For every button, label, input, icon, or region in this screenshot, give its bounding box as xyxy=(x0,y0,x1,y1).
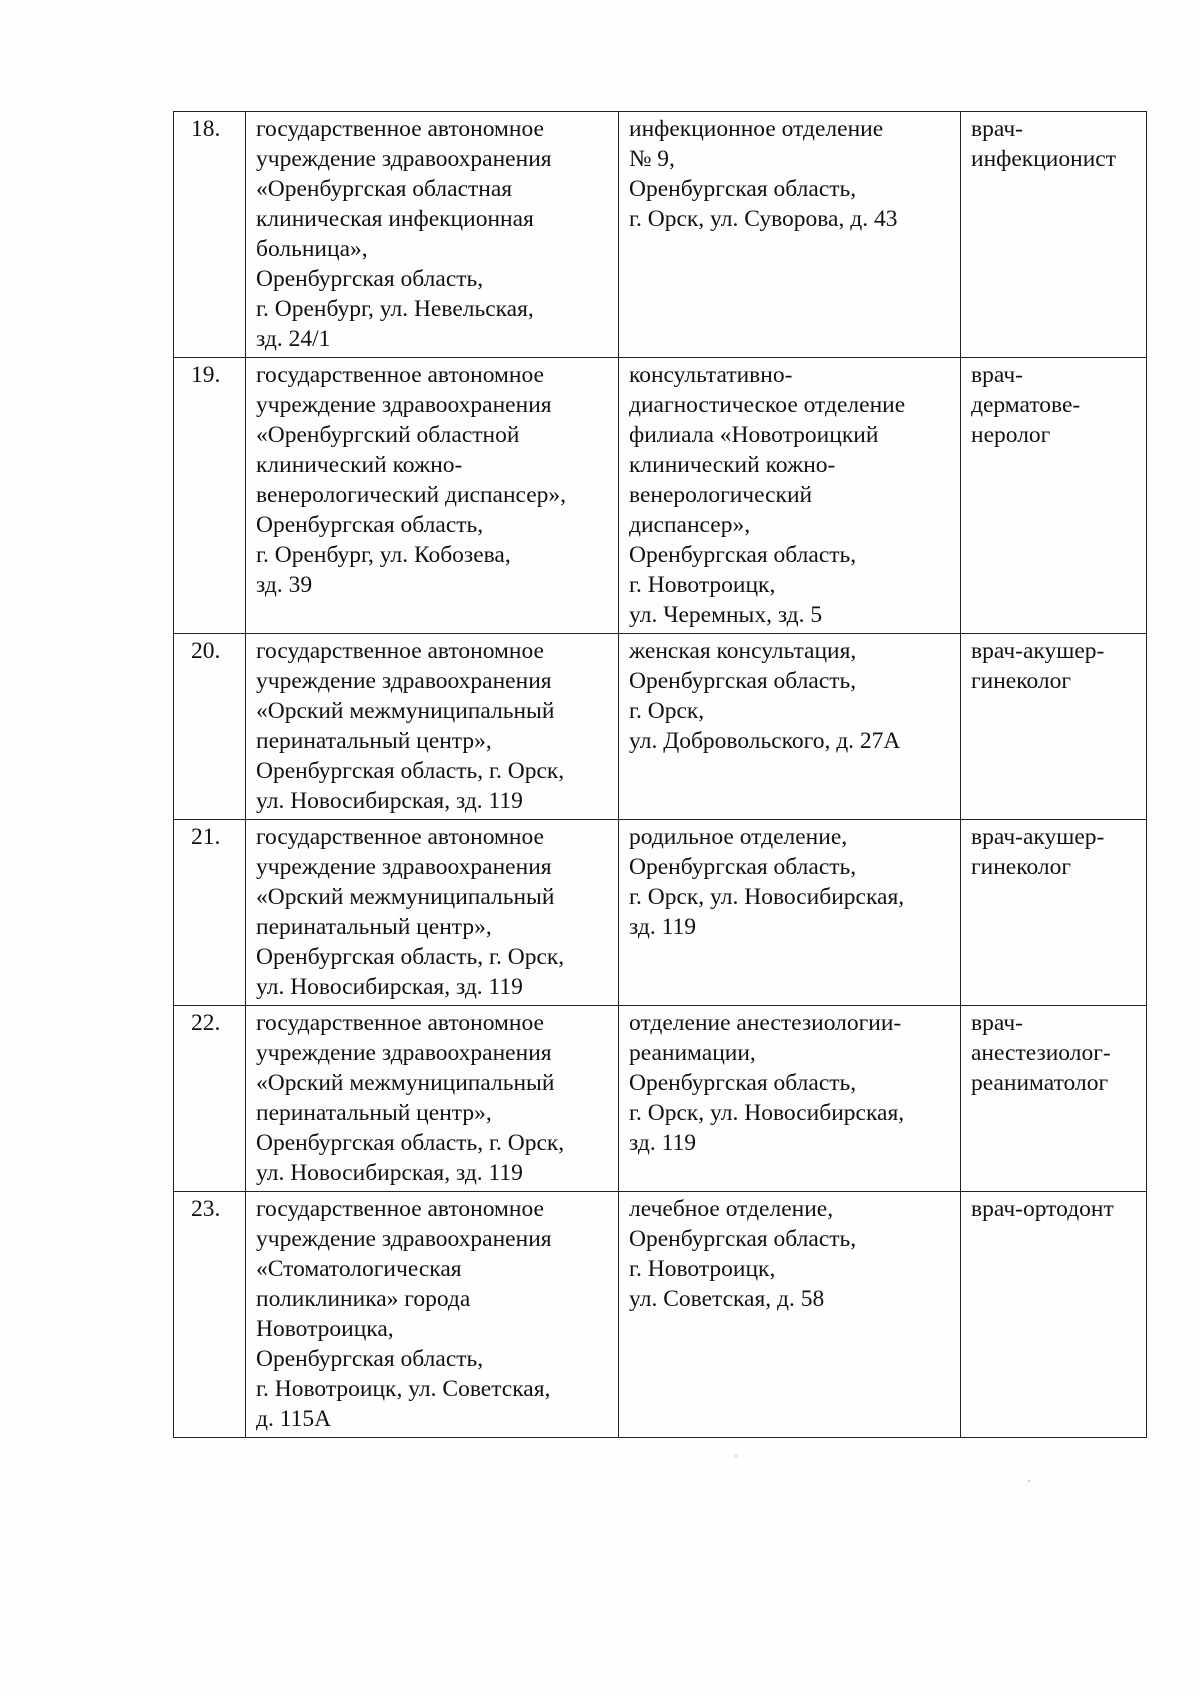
row-number-cell: 22. xyxy=(174,1006,246,1192)
specialty-cell: врач- дерматове- неролог xyxy=(961,358,1147,634)
institution-cell: государственное автономное учреждение здравоохранения «Орский межмуниципальный перинатальный центр», Оренбургская область, г. Орск, ул. Новосибирская, зд. 119 xyxy=(246,1006,619,1192)
specialty-cell: врач-акушер- гинеколог xyxy=(961,634,1147,820)
table-row xyxy=(174,820,1147,1006)
institution-cell: государственное автономное учреждение здравоохранения «Орский межмуниципальный перинатальный центр», Оренбургская область, г. Орск, ул. Новосибирская, зд. 119 xyxy=(246,634,619,820)
institution-cell: государственное автономное учреждение здравоохранения «Орский межмуниципальный перинатальный центр», Оренбургская область, г. Орск, ул. Новосибирская, зд. 119 xyxy=(246,820,619,1006)
scan-speck xyxy=(735,1455,737,1457)
department-cell: женская консультация, Оренбургская область, г. Орск, ул. Добровольского, д. 27А xyxy=(619,634,961,820)
specialty-cell: врач- инфекционист xyxy=(961,112,1147,358)
institution-cell: государственное автономное учреждение здравоохранения «Оренбургская областная клиническая инфекционная больница», Оренбургская область, г. Оренбург, ул. Невельская, зд. 24/1 xyxy=(246,112,619,358)
row-number-cell: 19. xyxy=(174,358,246,634)
department-cell: лечебное отделение, Оренбургская область, г. Новотроицк, ул. Советская, д. 58 xyxy=(619,1192,961,1438)
row-number-cell: 18. xyxy=(174,112,246,358)
specialty-cell: врач- анестезиолог- реаниматолог xyxy=(961,1006,1147,1192)
row-number-cell: 23. xyxy=(174,1192,246,1438)
department-cell: отделение анестезиологии- реанимации, Оренбургская область, г. Орск, ул. Новосибирская, зд. 119 xyxy=(619,1006,961,1192)
row-number-cell: 21. xyxy=(174,820,246,1006)
table-row xyxy=(174,112,1147,358)
specialty-cell: врач-акушер- гинеколог xyxy=(961,820,1147,1006)
table-row xyxy=(174,1006,1147,1192)
row-number-cell: 20. xyxy=(174,634,246,820)
department-cell: родильное отделение, Оренбургская область, г. Орск, ул. Новосибирская, зд. 119 xyxy=(619,820,961,1006)
table-row xyxy=(174,1192,1147,1438)
scan-speck xyxy=(1028,1480,1030,1482)
department-cell: инфекционное отделение № 9, Оренбургская область, г. Орск, ул. Суворова, д. 43 xyxy=(619,112,961,358)
table-row xyxy=(174,358,1147,634)
institutions-table xyxy=(173,111,1147,1438)
table-row xyxy=(174,634,1147,820)
institution-cell: государственное автономное учреждение здравоохранения «Оренбургский областной клинический кожно- венерологический диспансер», Оренбургская область, г. Оренбург, ул. Кобозева, зд. 39 xyxy=(246,358,619,634)
specialty-cell: врач-ортодонт xyxy=(961,1192,1147,1438)
institution-cell: государственное автономное учреждение здравоохранения «Стоматологическая поликлиника» города Новотроицка, Оренбургская область, г. Новотроицк, ул. Советская, д. 115А xyxy=(246,1192,619,1438)
department-cell: консультативно- диагностическое отделение филиала «Новотроицкий клинический кожно- венерологический диспансер», Оренбургская область, г. Новотроицк, ул. Черемных, зд. 5 xyxy=(619,358,961,634)
